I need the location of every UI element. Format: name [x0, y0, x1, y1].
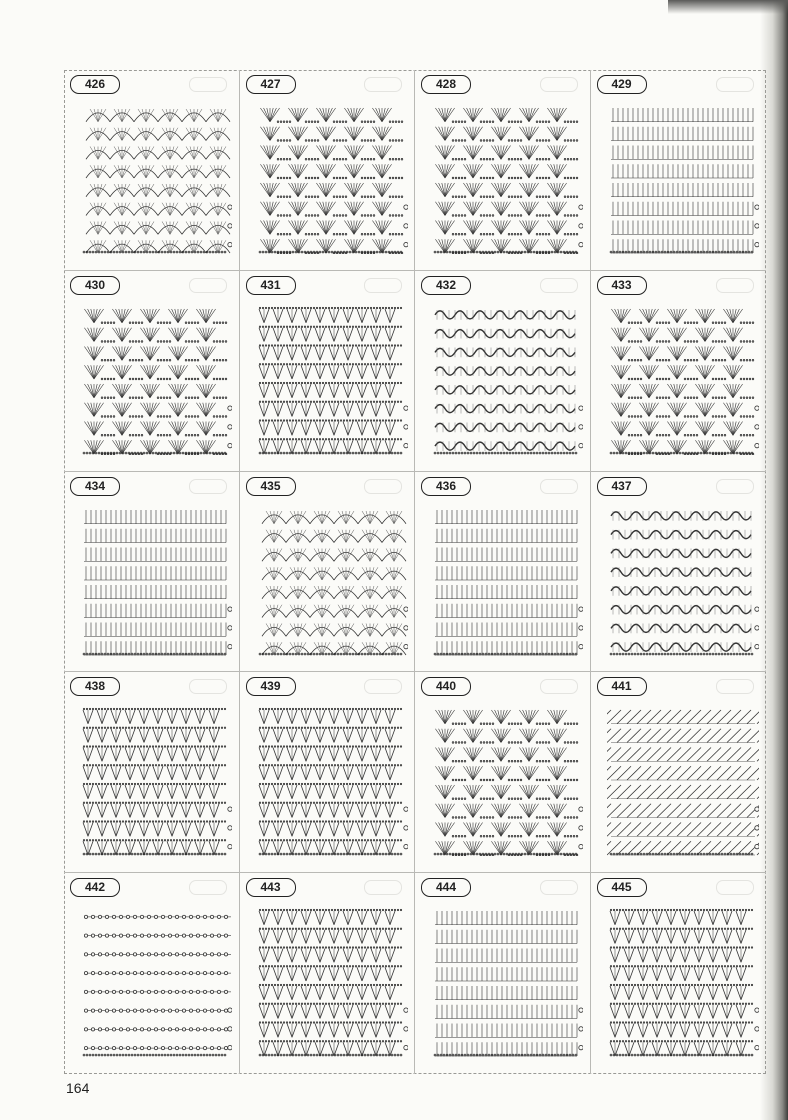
crochet-chart: [256, 907, 408, 1057]
pattern-number-badge: 426: [70, 75, 120, 94]
crochet-chart: [431, 104, 583, 254]
pattern-number-badge: 441: [597, 677, 647, 696]
pattern-number-badge: 433: [597, 276, 647, 295]
crochet-chart: [256, 104, 408, 254]
pattern-cell: [240, 70, 416, 271]
pattern-cell: [415, 271, 591, 472]
pattern-cell: [64, 271, 240, 472]
pattern-grid: [64, 70, 766, 1074]
show-through-badge: [540, 77, 578, 92]
pattern-cell: [240, 472, 416, 673]
show-through-badge: [540, 278, 578, 293]
crochet-chart: [256, 506, 408, 656]
pattern-cell: [240, 672, 416, 873]
crochet-chart: [431, 305, 583, 455]
crochet-chart: [80, 706, 232, 856]
crochet-chart: [80, 305, 232, 455]
pattern-number-badge: 440: [421, 677, 471, 696]
pattern-number-badge: 435: [246, 477, 296, 496]
pattern-number-badge: 439: [246, 677, 296, 696]
crochet-chart: [607, 104, 759, 254]
pattern-number-badge: 437: [597, 477, 647, 496]
page-corner-shadow: [668, 0, 788, 14]
show-through-badge: [716, 880, 754, 895]
pattern-cell: [64, 873, 240, 1074]
pattern-cell: [591, 672, 767, 873]
pattern-number-badge: 444: [421, 878, 471, 897]
pattern-number-badge: 432: [421, 276, 471, 295]
show-through-badge: [189, 880, 227, 895]
pattern-cell: [591, 70, 767, 271]
crochet-chart: [256, 706, 408, 856]
show-through-badge: [189, 77, 227, 92]
show-through-badge: [540, 880, 578, 895]
crochet-chart: [431, 506, 583, 656]
show-through-badge: [364, 479, 402, 494]
crochet-chart: [256, 305, 408, 455]
pattern-cell: [415, 70, 591, 271]
pattern-number-badge: 443: [246, 878, 296, 897]
pattern-cell: [591, 271, 767, 472]
show-through-badge: [189, 278, 227, 293]
crochet-chart: [607, 305, 759, 455]
pattern-cell: [591, 873, 767, 1074]
pattern-number-badge: 438: [70, 677, 120, 696]
show-through-badge: [716, 278, 754, 293]
show-through-badge: [716, 679, 754, 694]
crochet-chart: [80, 506, 232, 656]
show-through-badge: [364, 679, 402, 694]
pattern-number-badge: 428: [421, 75, 471, 94]
show-through-badge: [189, 479, 227, 494]
pattern-number-badge: 436: [421, 477, 471, 496]
show-through-badge: [364, 278, 402, 293]
crochet-chart: [80, 104, 232, 254]
pattern-cell: [415, 873, 591, 1074]
crochet-chart: [607, 907, 759, 1057]
pattern-number-badge: 434: [70, 477, 120, 496]
crochet-chart: [431, 706, 583, 856]
page-number: 164: [66, 1080, 90, 1096]
show-through-badge: [716, 479, 754, 494]
crochet-chart: [607, 506, 759, 656]
pattern-number-badge: 442: [70, 878, 120, 897]
pattern-cell: [240, 873, 416, 1074]
show-through-badge: [364, 880, 402, 895]
pattern-number-badge: 429: [597, 75, 647, 94]
pattern-cell: [415, 672, 591, 873]
crochet-chart: [80, 907, 232, 1057]
pattern-number-badge: 427: [246, 75, 296, 94]
pattern-cell: [64, 472, 240, 673]
show-through-badge: [716, 77, 754, 92]
crochet-chart: [431, 907, 583, 1057]
show-through-badge: [189, 679, 227, 694]
show-through-badge: [540, 479, 578, 494]
pattern-cell: [64, 672, 240, 873]
pattern-cell: [591, 472, 767, 673]
show-through-badge: [540, 679, 578, 694]
crochet-chart: [607, 706, 759, 856]
show-through-badge: [364, 77, 402, 92]
pattern-number-badge: 445: [597, 878, 647, 897]
pattern-number-badge: 430: [70, 276, 120, 295]
pattern-cell: [415, 472, 591, 673]
pattern-cell: [64, 70, 240, 271]
pattern-cell: [240, 271, 416, 472]
pattern-number-badge: 431: [246, 276, 296, 295]
